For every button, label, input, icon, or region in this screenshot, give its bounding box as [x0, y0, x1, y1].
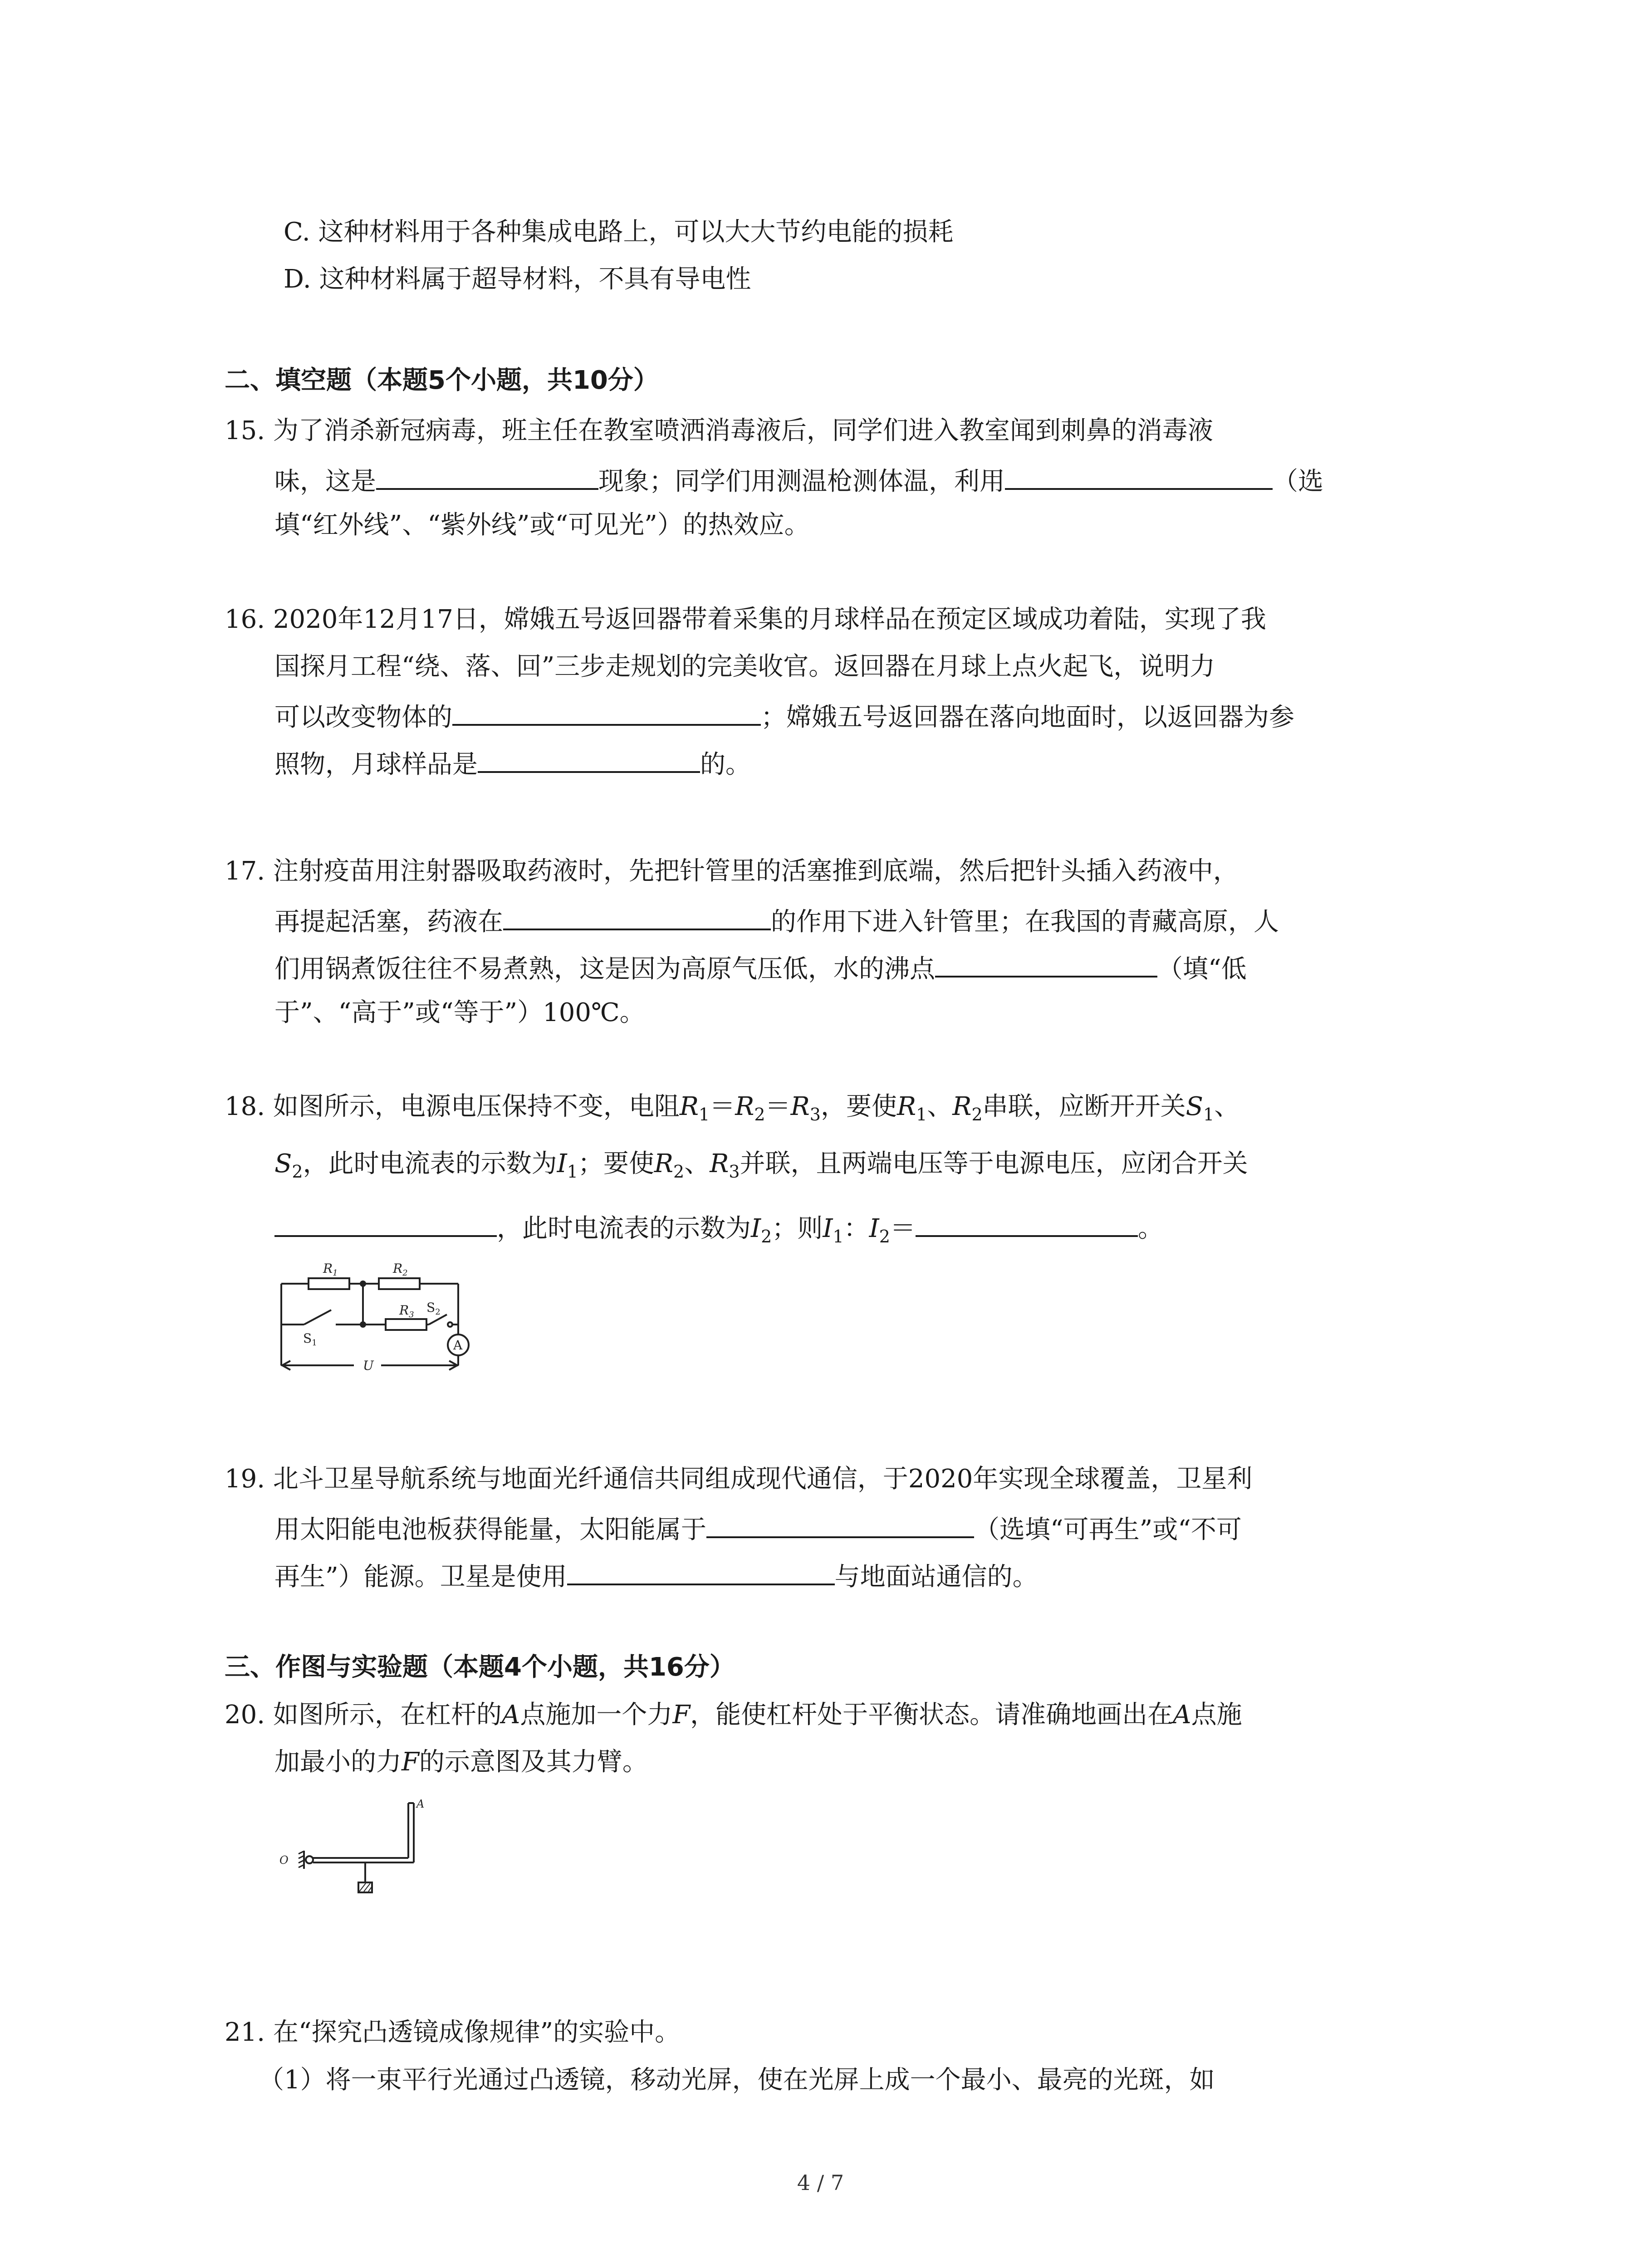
label-ammeter: A [453, 1338, 463, 1353]
label-a: A [416, 1798, 425, 1810]
option-d: D. 这种材料属于超导材料，不具有导电性 [284, 264, 751, 294]
resistor-r2 [379, 1278, 420, 1289]
q19-blank-2[interactable] [567, 1557, 835, 1585]
q18-line3: ，此时电流表的示数为$I_2$；则$I_1$：$I_2=$ 。 [274, 1209, 1163, 1253]
q20-line2: 加最小的力F的示意图及其力臂。 [274, 1747, 648, 1777]
q19-line1: 19. 北斗卫星导航系统与地面光纤通信共同组成现代通信，于2020年实现全球覆盖，卫星利 [225, 1464, 1253, 1494]
page-number: 4 / 7 [797, 2170, 844, 2195]
q15-line3: 填“红外线”、“紫外线”或“可见光”）的热效应。 [274, 510, 810, 540]
q17-line1: 17. 注射疫苗用注射器吸取药液时，先把针管里的活塞推到底端，然后把针头插入药液中， [225, 856, 1239, 886]
section-heading-draw: 三、作图与实验题（本题4个小题，共16分） [225, 1652, 735, 1682]
q15-line2: 味，这是 现象；同学们用测温枪测体温，利用 （选 [274, 462, 1323, 498]
pivot-o [306, 1856, 313, 1863]
q21-line2: （1）将一束平行光通过凸透镜，移动光屏，使在光屏上成一个最小、最亮的光斑，如 [259, 2065, 1215, 2095]
q17-line3: 们用锅煮饭往往不易煮熟，这是因为高原气压低，水的沸点 （填“低 [274, 949, 1247, 986]
q18-line2: $S_2$，此时电流表的示数为$I_1$；要使$R_2$、$R_3$并联，且两端电压等于电源电压，应闭合开关 [274, 1149, 1248, 1182]
q16-blank-2[interactable] [478, 745, 700, 773]
label-u: U [363, 1358, 374, 1373]
label-r2: $R_2$ [393, 1261, 408, 1278]
q17-line4: 于”、“高于”或“等于”）100℃。 [274, 998, 645, 1027]
label-r3: $R_3$ [399, 1303, 414, 1320]
q19-blank-1[interactable] [706, 1510, 974, 1538]
q17-line2: 再提起活塞，药液在 的作用下进入针管里；在我国的青藏高原，人 [274, 902, 1279, 938]
q17-blank-1[interactable] [503, 902, 771, 930]
q16-line1: 16. 2020年12月17日，嫦娥五号返回器带着采集的月球样品在预定区域成功着陆，实现了我 [225, 605, 1266, 634]
q16-blank-1[interactable] [452, 698, 761, 726]
q19-line3: 再生”）能源。卫星是使用 与地面站通信的。 [274, 1557, 1038, 1593]
q20-line1: 20. 如图所示，在杠杆的A点施加一个力F，能使杠杆处于平衡状态。请准确地画出在A点施 [225, 1700, 1242, 1730]
label-r1: $R_1$ [323, 1261, 338, 1278]
section-heading-fill: 二、填空题（本题5个小题，共10分） [225, 366, 659, 395]
label-s1: $S_1$ [303, 1331, 317, 1348]
label-o: O [279, 1854, 289, 1867]
lever-diagram [272, 1794, 454, 1898]
junction-node-top [361, 1281, 365, 1286]
label-s2: $S_2$ [426, 1300, 441, 1317]
q16-line4: 照物，月球样品是 的。 [274, 745, 751, 781]
switch-s1 [304, 1310, 331, 1325]
q17-blank-2[interactable] [935, 949, 1157, 978]
q15-blank-2[interactable] [1005, 462, 1273, 490]
weight-hatching [359, 1883, 372, 1892]
option-c: C. 这种材料用于各种集成电路上，可以大大节约电能的损耗 [284, 217, 954, 247]
q15-blank-1[interactable] [376, 462, 598, 490]
junction-node-mid [361, 1322, 365, 1327]
circuit-diagram [272, 1256, 481, 1393]
q21-line1: 21. 在“探究凸透镜成像规律”的实验中。 [225, 2018, 681, 2047]
q16-line2: 国探月工程“绕、落、回”三步走规划的完美收官。返回器在月球上点火起飞，说明力 [274, 652, 1215, 681]
resistor-r3 [386, 1319, 426, 1330]
q19-line2: 用太阳能电池板获得能量，太阳能属于 （选填“可再生”或“不可 [274, 1510, 1242, 1546]
resistor-r1 [309, 1278, 349, 1289]
q18-blank-1[interactable] [274, 1209, 497, 1237]
switch-s2-contact [448, 1322, 452, 1327]
q18-blank-2[interactable] [916, 1209, 1138, 1237]
q16-line3: 可以改变物体的 ；嫦娥五号返回器在落向地面时，以返回器为参 [274, 698, 1294, 734]
q15-line1: 15. 为了消杀新冠病毒，班主任在教室喷洒消毒液后，同学们进入教室闻到刺鼻的消毒液 [225, 416, 1213, 445]
q18-line1: 18. 如图所示，电源电压保持不变，电阻$R_1=R_2=R_3$，要使$R_1$、$R_2$串联，应断开开关$S_1$、 [225, 1092, 1240, 1125]
